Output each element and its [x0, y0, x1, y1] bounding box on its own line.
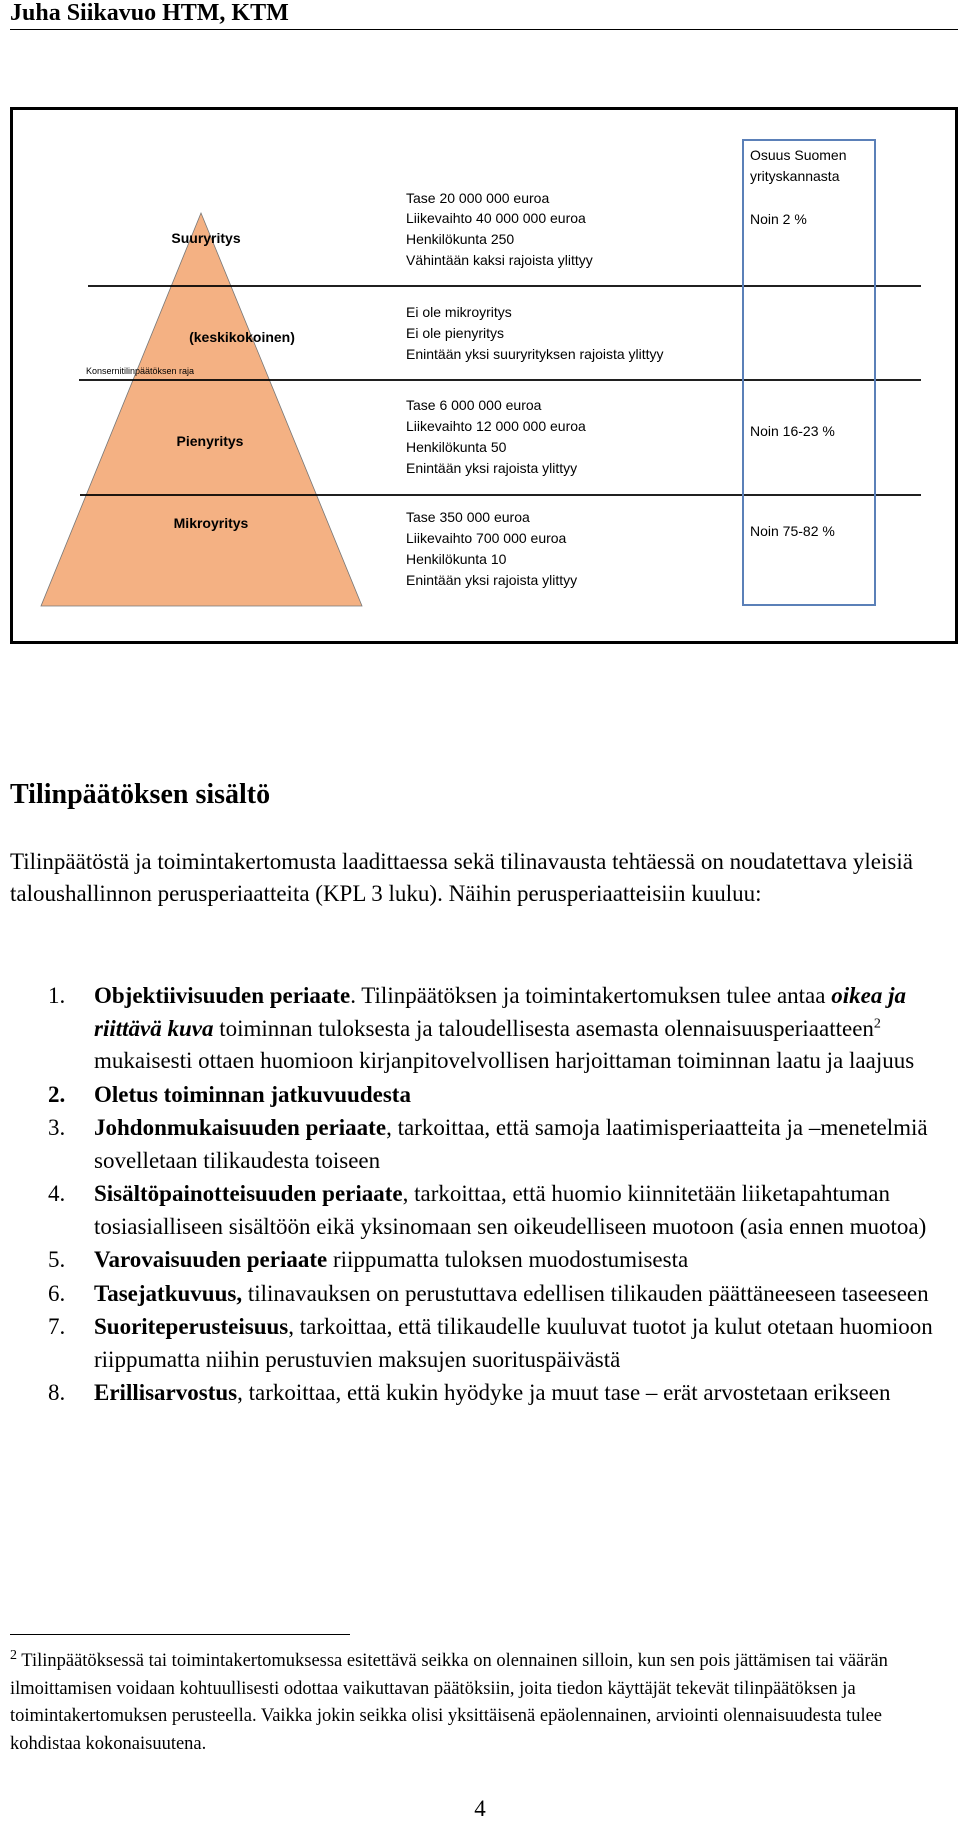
list-item	[10, 1377, 955, 1410]
list-item	[10, 1178, 955, 1243]
criteria-line: Ei ole mikroyritys	[406, 304, 512, 320]
item-number: 5.	[48, 1247, 66, 1272]
criteria-line: Enintään yksi rajoista ylittyy	[406, 572, 578, 588]
level-label-small: Pienyritys	[176, 433, 244, 449]
item-title: Tasejatkuvuus,	[94, 1280, 243, 1306]
list-item	[10, 1278, 955, 1311]
list-item	[10, 980, 955, 1078]
criteria-small	[406, 397, 586, 476]
footnote-divider	[10, 1634, 350, 1635]
criteria-line: Tase 20 000 000 euroa	[406, 190, 550, 206]
share-value-large: Noin 2 %	[750, 211, 807, 227]
criteria-line: Enintään yksi suuryrityksen rajoista ylittyy	[406, 346, 664, 362]
level-label-micro: Mikroyritys	[173, 515, 249, 531]
criteria-line: Tase 6 000 000 euroa	[406, 397, 542, 413]
share-header-line: yrityskannasta	[750, 168, 840, 184]
list-item	[10, 1244, 955, 1277]
header-title: Juha Siikavuo HTM, KTM	[10, 0, 289, 26]
section-title: Tilinpäätöksen sisältö	[10, 779, 271, 810]
item-emphasis: oikea ja riittävä kuva	[94, 983, 906, 1041]
criteria-line: Henkilökunta 250	[406, 231, 515, 247]
item-text: mukaisesti ottaen huomioon kirjanpitovelvollisen harjoittaman toiminnan laatu ja laajuus	[94, 1048, 915, 1073]
item-text: toiminnan tuloksesta ja taloudellisesta asemasta olennaisuusperiaatteen	[213, 1015, 874, 1041]
company-size-figure	[10, 107, 958, 644]
criteria-line: Ei ole pienyritys	[406, 325, 505, 341]
criteria-line: Henkilökunta 50	[406, 439, 507, 455]
item-title: Suoriteperusteisuus	[94, 1314, 289, 1339]
item-text: tilinavauksen on perustuttava edellisen tilikauden päättäneeseen taseeseen	[242, 1280, 929, 1306]
consolidation-limit-label: Konsernitilinpäätöksen raja	[86, 366, 195, 376]
item-text: riippumatta tuloksen muodostumisesta	[327, 1247, 689, 1272]
item-title: Sisältöpainotteisuuden periaate	[94, 1181, 403, 1206]
footnote-ref: 2	[873, 1015, 881, 1031]
item-number: 4.	[48, 1181, 66, 1206]
intro-paragraph: Tilinpäätöstä ja toimintakertomusta laadittaessa sekä tilinavausta tehtäessä on noudatettava yleisiä taloushallinnon perusperiaatteita (KPL 3 luku). Näihin perusperiaatteisiin kuuluu:	[10, 849, 913, 906]
item-text: , tarkoittaa, että tilikaudelle kuuluvat tuotot ja kulut otetaan huomioon riippumatta niihin perustuvien maksujen suorituspäivästä	[94, 1314, 933, 1372]
criteria-large	[406, 190, 593, 268]
criteria-line: Liikevaihto 12 000 000 euroa	[406, 418, 586, 434]
footnote-text: Tilinpäätöksessä tai toimintakertomuksessa esitettävä seikka on olennainen silloin, kun sen pois jättämisen tai väärän ilmoittamisen voidaan kohtuullisesti odottaa vaikuttavan päätöksiin, joita tiedon käyttäjät tekevät tilinpäätöksen ja toimintakertomuksen perusteella. Vaikka jokin seikka olisi yksittäisenä epäolennainen, arviointi olennaisuudesta tulee kohdistaa kokonaisuutena.	[10, 1651, 888, 1754]
item-text: . Tilinpäätöksen ja toimintakertomuksen tulee antaa	[350, 983, 832, 1008]
criteria-micro	[406, 509, 577, 588]
page-header	[10, 0, 958, 30]
page-number: 4	[474, 1796, 486, 1821]
share-header-line: Osuus Suomen	[750, 147, 847, 163]
footnote	[10, 1648, 950, 1758]
share-column	[750, 147, 847, 539]
item-number: 1.	[48, 983, 66, 1008]
list-item	[10, 1112, 955, 1177]
list-item	[10, 1079, 955, 1112]
item-text: , tarkoittaa, että huomio kiinnitetään liiketapahtuman tosiasialliseen sisältöön eikä yksinomaan sen oikeudelliseen muotoon (asia ennen muotoa)	[94, 1181, 927, 1239]
pyramid-shape	[41, 213, 362, 606]
item-text: , tarkoittaa, että samoja laatimisperiaatteita ja –menetelmiä sovelletaan tilikaudesta toiseen	[94, 1115, 928, 1173]
item-title: Objektiivisuuden periaate	[94, 983, 351, 1008]
item-title: Johdonmukaisuuden periaate	[94, 1115, 387, 1140]
share-value-micro: Noin 75-82 %	[750, 523, 835, 539]
share-value-small: Noin 16-23 %	[750, 423, 835, 439]
item-title: Varovaisuuden periaate	[94, 1247, 328, 1272]
item-number: 7.	[48, 1314, 66, 1339]
criteria-line: Enintään yksi rajoista ylittyy	[406, 460, 578, 476]
item-title: Oletus toiminnan jatkuvuudesta	[94, 1081, 411, 1107]
item-number: 6.	[48, 1280, 66, 1306]
level-label-medium: (keskikokoinen)	[189, 329, 295, 345]
company-size-diagram	[13, 110, 955, 641]
footnote-mark: 2	[10, 1647, 17, 1663]
criteria-line: Liikevaihto 40 000 000 euroa	[406, 210, 586, 226]
item-number: 3.	[48, 1115, 66, 1140]
criteria-line: Henkilökunta 10	[406, 551, 507, 567]
criteria-line: Tase 350 000 euroa	[406, 509, 530, 525]
criteria-medium	[406, 304, 664, 362]
item-title: Erillisarvostus	[94, 1380, 238, 1405]
item-number: 8.	[48, 1380, 66, 1405]
criteria-line: Vähintään kaksi rajoista ylittyy	[406, 252, 593, 268]
criteria-line: Liikevaihto 700 000 euroa	[406, 530, 567, 546]
principles-list	[10, 980, 955, 1410]
item-text: , tarkoittaa, että kukin hyödyke ja muut tase – erät arvostetaan erikseen	[237, 1380, 891, 1405]
level-label-large: Suuryritys	[171, 230, 241, 246]
item-number: 2.	[48, 1081, 66, 1107]
list-item	[10, 1311, 955, 1376]
